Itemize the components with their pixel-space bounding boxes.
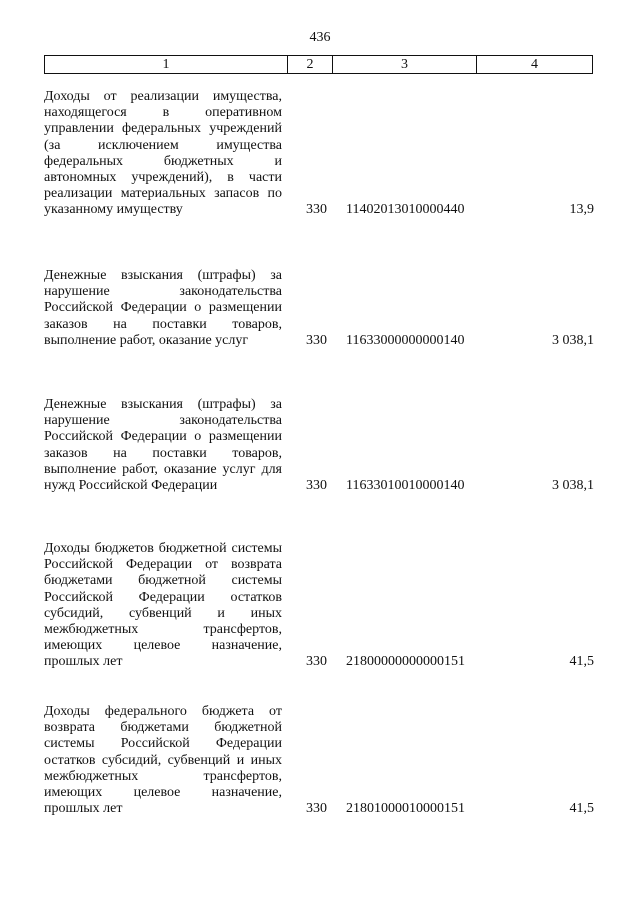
row-description: Доходы федерального бюджета от возврата бюджетами бюджетной системы Российской Федерации остатков субсидий, субвенций и иных межбюджетных трансфертов, имеющих целевое назначение, прошлых лет xyxy=(44,704,282,817)
row-budget-code: 21800000000000151 xyxy=(346,654,465,670)
row-admin-code: 330 xyxy=(306,654,327,670)
table-header xyxy=(44,55,593,74)
table-row xyxy=(44,89,594,219)
table-row xyxy=(44,268,594,349)
row-amount: 13,9 xyxy=(569,202,594,218)
row-admin-code: 330 xyxy=(306,478,327,494)
header-col-1: 1 xyxy=(162,57,170,72)
row-description: Доходы от реализации имущества, находящегося в оперативном управлении федеральных учреждений (за исключением имущества федеральных бюджетных и автономных учреждений), в части реализации материальных запасов по указанному имуществу xyxy=(44,89,282,218)
row-admin-code: 330 xyxy=(306,332,327,348)
header-col-3: 3 xyxy=(332,56,476,73)
table-row xyxy=(44,541,594,671)
row-budget-code: 11402013010000440 xyxy=(346,202,465,218)
row-budget-code: 11633010010000140 xyxy=(346,478,465,494)
row-admin-code: 330 xyxy=(306,801,327,817)
row-budget-code: 21801000010000151 xyxy=(346,801,465,817)
row-amount: 41,5 xyxy=(569,801,594,817)
header-col-2: 2 xyxy=(287,56,332,73)
row-budget-code: 11633000000000140 xyxy=(346,332,465,348)
row-amount: 41,5 xyxy=(569,654,594,670)
row-amount: 3 038,1 xyxy=(552,478,594,494)
row-description: Доходы бюджетов бюджетной системы Российской Федерации от возврата бюджетами бюджетной системы Российской Федерации остатков субсидий, субвенций и иных межбюджетных трансфертов, имеющих целевое назначение, прошлых лет xyxy=(44,541,282,670)
row-description: Денежные взыскания (штрафы) за нарушение законодательства Российской Федерации о размещении заказов на поставки товаров, выполнение работ, оказание услуг xyxy=(44,268,282,348)
row-amount: 3 038,1 xyxy=(552,332,594,348)
header-col-4: 4 xyxy=(476,56,592,73)
row-description: Денежные взыскания (штрафы) за нарушение законодательства Российской Федерации о размещении заказов на поставки товаров, выполнение работ, оказание услуг для нужд Российской Федерации xyxy=(44,397,282,494)
table-row xyxy=(44,704,594,817)
table-row xyxy=(44,397,594,494)
page-number: 436 xyxy=(309,30,331,45)
row-admin-code: 330 xyxy=(306,202,327,218)
